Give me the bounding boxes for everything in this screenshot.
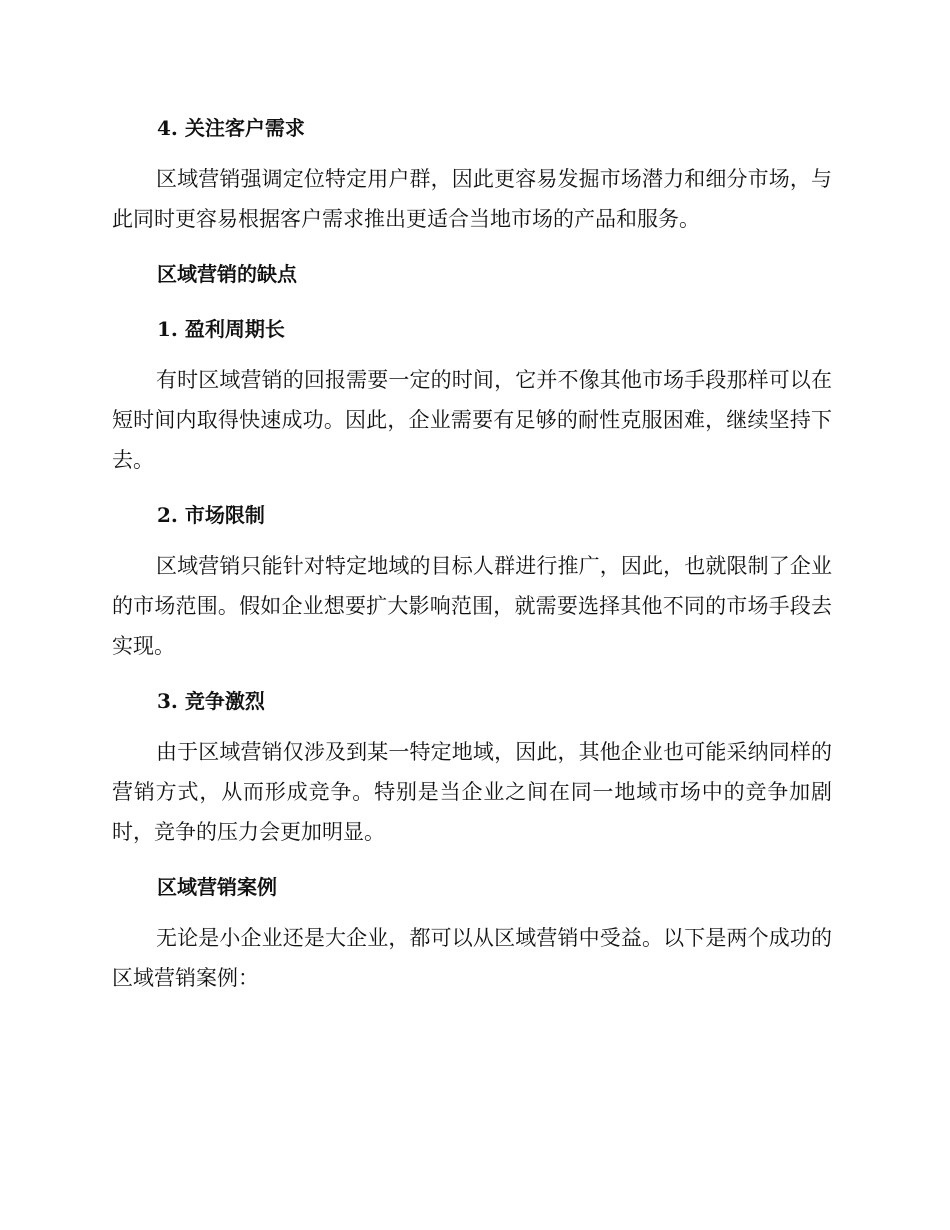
section-heading-disadvantages: 区域营销的缺点 [157,262,297,286]
section-heading-market-limits: 2. 市场限制 [157,503,265,527]
section-heading-cases: 区域营销案例 [157,875,277,899]
paragraph-cases: 无论是小企业还是大企业，都可以从区域营销中受益。以下是两个成功的区域营销案例： [112,926,832,990]
section-heading-fierce-competition: 3. 竞争激烈 [157,689,265,713]
paragraph-focus-customer-needs: 区域营销强调定位特定用户群，因此更容易发掘市场潜力和细分市场，与此同时更容易根据客户需求推出更适合当地市场的产品和服务。 [112,167,832,231]
paragraph-long-profit-cycle: 有时区域营销的回报需要一定的时间，它并不像其他市场手段那样可以在短时间内取得快速成功。因此，企业需要有足够的耐性克服困难，继续坚持下去。 [112,368,832,472]
section-heading-focus-customer-needs: 4. 关注客户需求 [157,116,305,140]
document-body [112,108,832,998]
section-heading-long-profit-cycle: 1. 盈利周期长 [157,317,285,341]
paragraph-market-limits: 区域营销只能针对特定地域的目标人群进行推广，因此，也就限制了企业的市场范围。假如企业想要扩大影响范围，就需要选择其他不同的市场手段去实现。 [112,554,832,658]
paragraph-fierce-competition: 由于区域营销仅涉及到某一特定地域，因此，其他企业也可能采纳同样的营销方式，从而形成竞争。特别是当企业之间在同一地域市场中的竞争加剧时，竞争的压力会更加明显。 [112,740,832,844]
